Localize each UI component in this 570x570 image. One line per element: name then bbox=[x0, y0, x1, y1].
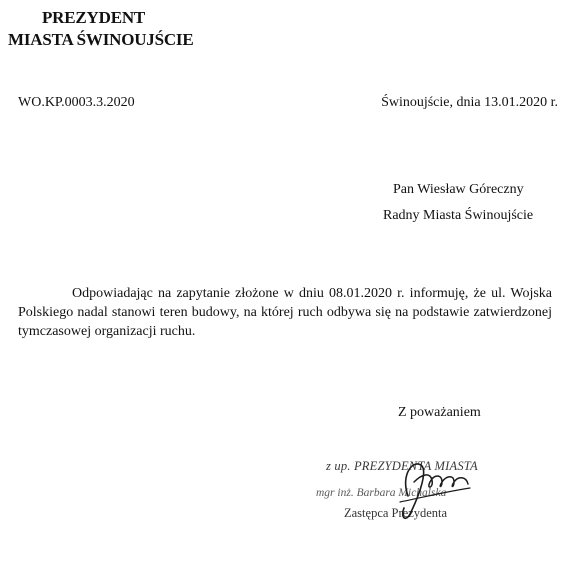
handwritten-signature bbox=[370, 452, 480, 524]
letter-header bbox=[8, 7, 194, 51]
reference-number: WO.KP.0003.3.2020 bbox=[18, 95, 135, 110]
place-and-date: Świnoujście, dnia 13.01.2020 r. bbox=[381, 95, 558, 110]
signature-stamp-block bbox=[300, 448, 530, 548]
closing-phrase: Z poważaniem bbox=[398, 405, 481, 420]
stamp-line-1: z up. PREZYDENTA MIASTA bbox=[326, 459, 478, 473]
stamp-line-2: mgr inż. Barbara Michalska bbox=[316, 487, 447, 499]
header-line-2: MIASTA ŚWINOUJŚCIE bbox=[8, 30, 194, 49]
addressee-title: Radny Miasta Świnoujście bbox=[383, 208, 534, 223]
header-line-1: PREZYDENT bbox=[42, 8, 146, 27]
addressee-block bbox=[383, 177, 534, 229]
letter-body: Odpowiadając na zapytanie złożone w dniu 08.01.2020 r. informuję, że ul. Wojska Polskiego nadal stanowi teren budowy, na której ruch odbywa się na podstawie zatwierdzonej tymczasowej organizacji ruchu. bbox=[18, 286, 552, 339]
stamp-line-3: Zastępca Prezydenta bbox=[344, 506, 448, 520]
addressee-name: Pan Wiesław Góreczny bbox=[393, 182, 524, 197]
